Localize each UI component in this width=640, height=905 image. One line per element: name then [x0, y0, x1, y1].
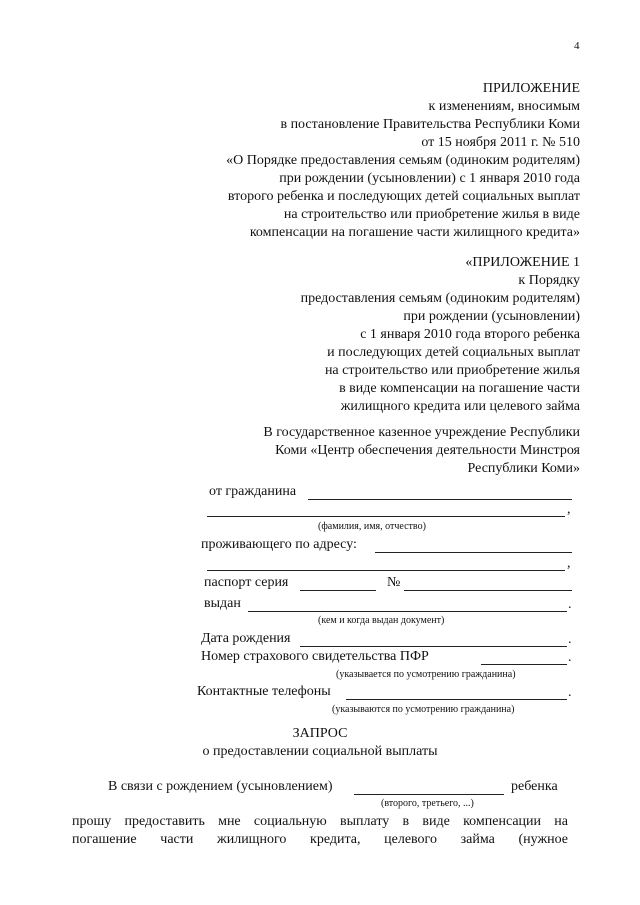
comma: , [567, 502, 571, 517]
appendix1-line: и последующих детей социальных выплат [327, 345, 580, 360]
pfr-number-field[interactable] [481, 664, 567, 665]
appendix-line: в постановление Правительства Республики Коми [280, 117, 580, 132]
request-title: ЗАПРОС [292, 726, 348, 741]
phones-label: Контактные телефоны [197, 684, 331, 699]
appendix-line: второго ребенка и последующих детей социальных выплат [227, 189, 580, 204]
from-citizen-label: от гражданина [209, 484, 297, 499]
appendix1-line: на строительство или приобретение жилья [324, 363, 580, 378]
appendix1-line: с 1 января 2010 года второго ребенка [360, 327, 580, 342]
birth-date-field[interactable] [300, 646, 567, 647]
passport-series-field[interactable] [300, 590, 376, 591]
address-field-2[interactable] [207, 570, 565, 571]
period: . [568, 650, 572, 665]
pfr-number-label: Номер страхового свидетельства ПФР [201, 649, 429, 664]
pfr-hint: (указывается по усмотрению гражданина) [336, 669, 516, 680]
citizen-name-field[interactable] [308, 499, 572, 500]
issued-label: выдан [204, 596, 241, 611]
appendix1-line: в виде компенсации на погашение части [339, 381, 580, 396]
page-number: 4 [574, 40, 580, 52]
period: . [568, 597, 572, 612]
appendix-line: от 15 ноября 2011 г. № 510 [421, 135, 580, 150]
child-order-hint: (второго, третьего, ...) [381, 798, 474, 809]
appendix1-line: предоставления семьям (одиноким родителям) [300, 291, 580, 306]
request-intro-start: В связи с рождением (усыновлением) [108, 779, 333, 794]
appendix1-title: «ПРИЛОЖЕНИЕ 1 [465, 255, 580, 270]
request-body-line: погашение части жилищного кредита, целевого займа (нужное [72, 832, 568, 847]
appendix-line: компенсации на погашение части жилищного кредита» [249, 225, 580, 240]
appendix1-line: при рождении (усыновлении) [403, 309, 580, 324]
appendix-line: при рождении (усыновлении) с 1 января 2010 года [279, 171, 580, 186]
recipient-line: В государственное казенное учреждение Республики [263, 425, 580, 440]
address-label: проживающего по адресу: [201, 537, 357, 552]
citizen-name-field-2[interactable] [207, 516, 565, 517]
period: . [568, 685, 572, 700]
fio-hint: (фамилия, имя, отчество) [318, 521, 426, 532]
passport-number-field[interactable] [404, 590, 572, 591]
period: . [568, 632, 572, 647]
request-body-line: прошу предоставить мне социальную выплату в виде компенсации на [72, 814, 568, 829]
number-sign: № [387, 575, 401, 590]
comma: , [567, 556, 571, 571]
request-intro-end: ребенка [511, 779, 558, 794]
birth-date-label: Дата рождения [201, 631, 291, 646]
passport-series-label: паспорт серия [204, 575, 289, 590]
issued-hint: (кем и когда выдан документ) [318, 615, 445, 626]
appendix1-line: к Порядку [518, 273, 580, 288]
appendix1-line: жилищного кредита или целевого займа [340, 399, 580, 414]
child-order-field[interactable] [354, 794, 504, 795]
address-field[interactable] [375, 552, 572, 553]
appendix-line: на строительство или приобретение жилья в виде [283, 207, 580, 222]
phones-hint: (указываются по усмотрению гражданина) [332, 704, 515, 715]
appendix-line: к изменениям, вносимым [428, 99, 580, 114]
appendix-line: «О Порядке предоставления семьям (одиноким родителям) [226, 153, 580, 168]
phones-field[interactable] [346, 699, 567, 700]
issued-field[interactable] [248, 611, 567, 612]
recipient-line: Коми «Центр обеспечения деятельности Минстроя [275, 443, 580, 458]
recipient-line: Республики Коми» [467, 461, 580, 476]
appendix-title: ПРИЛОЖЕНИЕ [482, 81, 580, 96]
request-subtitle: о предоставлении социальной выплаты [202, 744, 438, 759]
